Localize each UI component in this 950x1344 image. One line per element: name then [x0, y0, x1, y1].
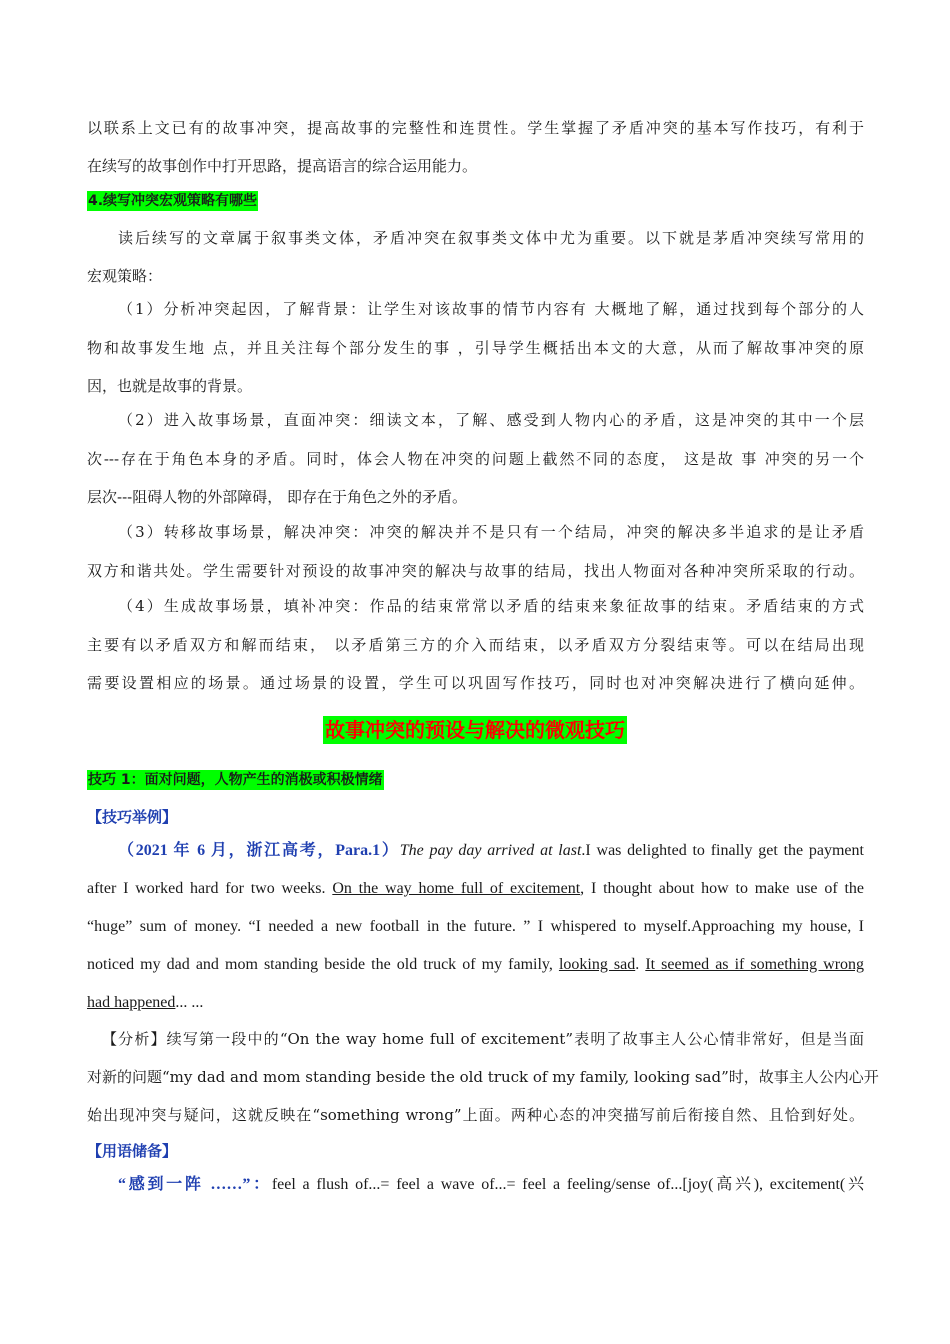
example-underline-excitement: On the way home full of excitement: [332, 880, 581, 897]
section-4-heading: 4.续写冲突宏观策略有哪些: [88, 193, 258, 209]
strategy-4-line-3: 需要设置相应的场景。通过场景的设置，学生可以巩固写作技巧，同时也对冲突解决进行了横向延伸。: [87, 674, 864, 692]
section-4-intro-line-1: 读后续写的文章属于叙事类文体，矛盾冲突在叙事类文体中尤为重要。以下就是茅盾冲突续写常用的: [118, 229, 864, 247]
strategy-4-line-2: 主要有以矛盾双方和解而结束， 以矛盾第三方的介入而结束，以矛盾双方分裂结束等。可以在结局出现: [87, 636, 864, 654]
example-line-1-rest: .I was delighted to finally get the payment: [581, 842, 864, 859]
example-source: （2021 年 6 月，浙江高考，Para.1）: [118, 842, 400, 859]
section-4-intro-line-2: 宏观策略：: [87, 267, 163, 285]
intro-line-1: 以联系上文已有的故事冲突，提高故事的完整性和连贯性。学生掌握了矛盾冲突的基本写作技巧，有利于: [87, 119, 864, 137]
example-tag: 【技巧举例】: [87, 808, 178, 826]
strategy-3-line-2: 双方和谐共处。学生需要针对预设的故事冲突的解决与故事的结局，找出人物面对各种冲突所采取的行动。: [87, 562, 864, 580]
intro-line-2: 在续写的故事创作中打开思路，提高语言的综合运用能力。: [87, 157, 478, 175]
analysis-line-3: 始出现冲突与疑问，这就反映在“something wrong”上面。两种心态的冲突描写前后衔接自然、且恰到好处。: [87, 1106, 864, 1124]
example-line-3: “huge” sum of money. “I needed a new football in the future. ” I whispered to myself.Approaching my house, I: [87, 918, 864, 935]
example-underline-looking-sad: looking sad: [558, 956, 636, 973]
example-underline-something-wrong: It seemed as if something wrong: [645, 956, 865, 973]
example-line-5-post: ... ...: [175, 994, 204, 1011]
phrase-text: feel a flush of...= feel a wave of...= feel a feeling/sense of...[joy(高兴), excitement(兴: [271, 1176, 864, 1193]
phrase-key: “感到一阵 ……”：: [118, 1176, 272, 1193]
example-line-5: [87, 993, 203, 1013]
analysis-line-1: 【分析】续写第一段中的“On the way home full of excitement”表明了故事主人公心情非常好，但是当面: [102, 1030, 864, 1048]
strategy-2-line-2: 次---存在于角色本身的矛盾。同时，体会人物在冲突的问题上截然不同的态度， 这是故 事 冲突的另一个: [87, 450, 864, 468]
strategy-2-line-1: （2）进入故事场景，直面冲突：细读文本，了解、感受到人物内心的矛盾，这是冲突的其中一个层: [118, 411, 864, 429]
micro-skills-title-wrap: [0, 714, 950, 743]
example-italic-opening: The pay day arrived at last: [399, 842, 582, 859]
example-line-1: [118, 841, 864, 861]
strategy-1-line-2: 物和故事发生地 点，并且关注每个部分发生的事 ，引导学生概括出本文的大意，从而了解故事冲突的原: [87, 339, 864, 357]
strategy-3-line-1: （3）转移故事场景，解决冲突：冲突的解决并不是只有一个结局，冲突的解决多半追求的是让矛盾: [118, 523, 864, 541]
strategy-1-line-3: 因，也就是故事的背景。: [87, 377, 253, 395]
analysis-line-2: 对新的问题“my dad and mom standing beside the old truck of my family, looking sad”时，故事主人公内心开: [87, 1068, 879, 1086]
example-line-4-mid: .: [635, 956, 646, 973]
example-line-2-pre: after I worked hard for two weeks.: [87, 880, 333, 897]
example-line-4: [87, 955, 864, 975]
example-underline-had-happened: had happened: [87, 994, 176, 1011]
strategy-2-line-3: 层次---阻碍人物的外部障碍， 即存在于角色之外的矛盾。: [87, 488, 467, 506]
strategy-1-line-1: （1）分析冲突起因，了解背景：让学生对该故事的情节内容有 大概地了解，通过找到每个部分的人: [118, 300, 864, 318]
example-line-4-pre: noticed my dad and mom standing beside the old truck of my family,: [87, 956, 559, 973]
skill-1-heading: 技巧 1：面对问题，人物产生的消极或积极情绪: [88, 772, 383, 788]
example-line-2: [87, 879, 864, 899]
example-line-2-post: , I thought about how to make use of the: [580, 880, 865, 897]
phrase-line: [118, 1175, 864, 1195]
strategy-4-line-1: （4）生成故事场景，填补冲突：作品的结束常常以矛盾的结束来象征故事的结束。矛盾结束的方式: [118, 597, 864, 615]
micro-skills-title: 故事冲突的预设与解决的微观技巧: [325, 718, 625, 742]
phrase-tag: 【用语储备】: [87, 1142, 178, 1160]
